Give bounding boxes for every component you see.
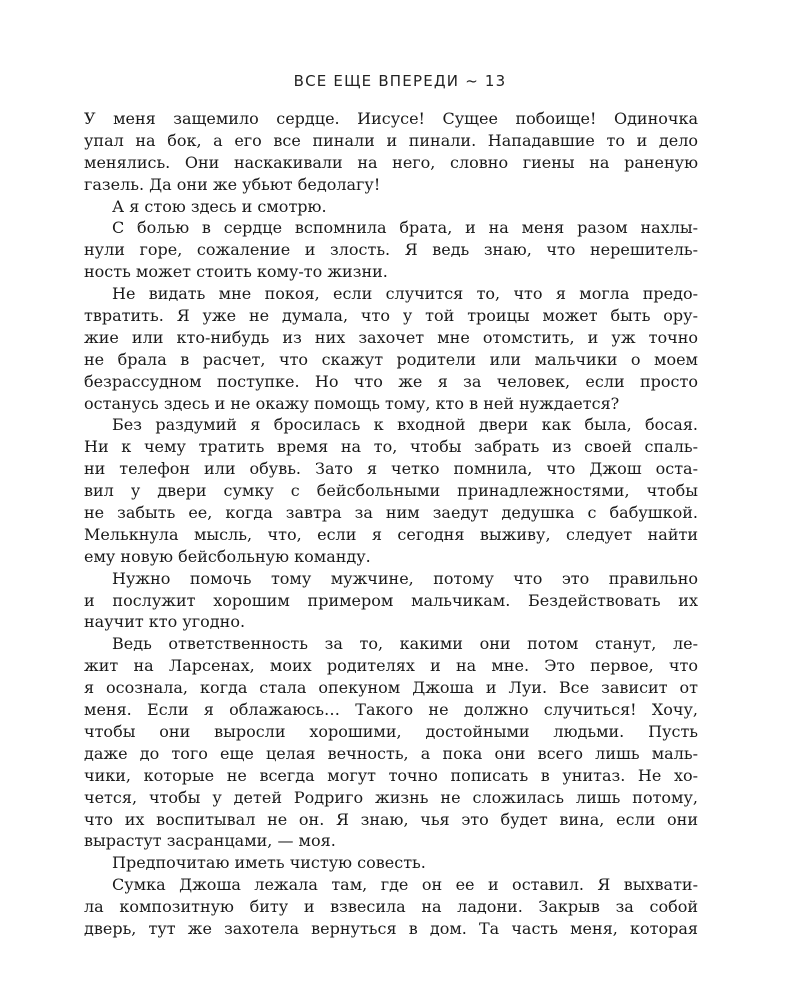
text-line: Не видать мне покоя, если случится то, что я могла предо- — [112, 284, 698, 304]
text-line: ла композитную биту и взвесила на ладони. Закрыв за собой — [84, 897, 698, 917]
text-line: вил у двери сумку с бейсбольными принадлежностями, чтобы — [84, 481, 698, 501]
running-head: ВСЕ ЕЩЕ ВПЕРЕДИ ~ 13 — [293, 72, 507, 90]
text-line: я осознала, когда стала опекуном Джоша и Луи. Все зависит от — [84, 678, 698, 698]
text-line: Предпочитаю иметь чистую совесть. — [112, 853, 426, 873]
text-line: ни телефон или обувь. Зато я четко помнила, что Джош оста- — [84, 459, 698, 479]
text-line: Ни к чему тратить время на то, чтобы забрать из своей спаль- — [84, 437, 698, 457]
text-line: газель. Да они же убьют бедолагу! — [84, 174, 381, 194]
text-line: чется, чтобы у детей Родриго жизнь не сложилась лишь потому, — [84, 787, 698, 807]
text-line: научит кто угодно. — [84, 612, 246, 632]
text-line: Без раздумий я бросилась к входной двери как была, босая. — [112, 415, 698, 435]
text-line: упал на бок, а его все пинали и пинали. Нападавшие то и дело — [84, 130, 698, 150]
text-line: Мелькнула мысль, что, если я сегодня выживу, следует найти — [84, 524, 698, 544]
text-line: вырастут засранцами, — моя. — [84, 831, 336, 851]
text-line: и послужит хорошим примером мальчикам. Бездействовать их — [84, 590, 698, 610]
text-line: твратить. Я уже не думала, что у той троицы может быть ору- — [84, 306, 698, 326]
text-line: Нужно помочь тому мужчине, потому что это правильно — [112, 568, 698, 588]
text-line: Ведь ответственность за то, какими они потом станут, ле- — [112, 634, 698, 654]
text-line: чтобы они выросли хорошими, достойными людьми. Пусть — [84, 721, 698, 741]
text-line: останусь здесь и не окажу помощь тому, кто в ней нуждается? — [84, 393, 620, 413]
text-line: безрассудном поступке. Но что же я за человек, если просто — [84, 371, 698, 391]
text-line: ность может стоить кому-то жизни. — [84, 262, 388, 282]
text-line: А я стою здесь и смотрю. — [112, 196, 327, 216]
text-line: ему новую бейсбольную команду. — [84, 546, 371, 566]
text-line: что их воспитывал не он. Я знаю, чья это будет вина, если они — [84, 809, 698, 829]
body-text — [84, 108, 698, 940]
text-line: даже до того еще целая вечность, а пока они всего лишь маль- — [84, 743, 698, 763]
text-line: менялись. Они наскакивали на него, словно гиены на раненую — [84, 152, 698, 172]
text-line: дверь, тут же захотела вернуться в дом. Та часть меня, которая — [84, 918, 698, 938]
text-line: С болью в сердце вспомнила брата, и на меня разом нахлы- — [112, 218, 698, 238]
text-line: жие или кто-нибудь из них захочет мне отомстить, и уж точно — [84, 327, 698, 347]
text-line: чики, которые не всегда могут точно пописать в унитаз. Не хо- — [84, 765, 698, 785]
text-line: У меня защемило сердце. Иисусе! Сущее побоище! Одиночка — [84, 109, 698, 128]
text-line: жит на Ларсенах, моих родителях и на мне. Это первое, что — [84, 656, 698, 676]
text-line: не брала в расчет, что скажут родители или мальчики о моем — [84, 349, 698, 369]
text-line: меня. Если я облажаюсь… Такого не должно случиться! Хочу, — [84, 700, 698, 720]
text-line: нули горе, сожаление и злость. Я ведь знаю, что нерешитель- — [84, 240, 698, 260]
text-line: Сумка Джоша лежала там, где он ее и оставил. Я выхвати- — [112, 875, 698, 895]
text-line: не забыть ее, когда завтра за ним заедут дедушка с бабушкой. — [84, 503, 698, 523]
